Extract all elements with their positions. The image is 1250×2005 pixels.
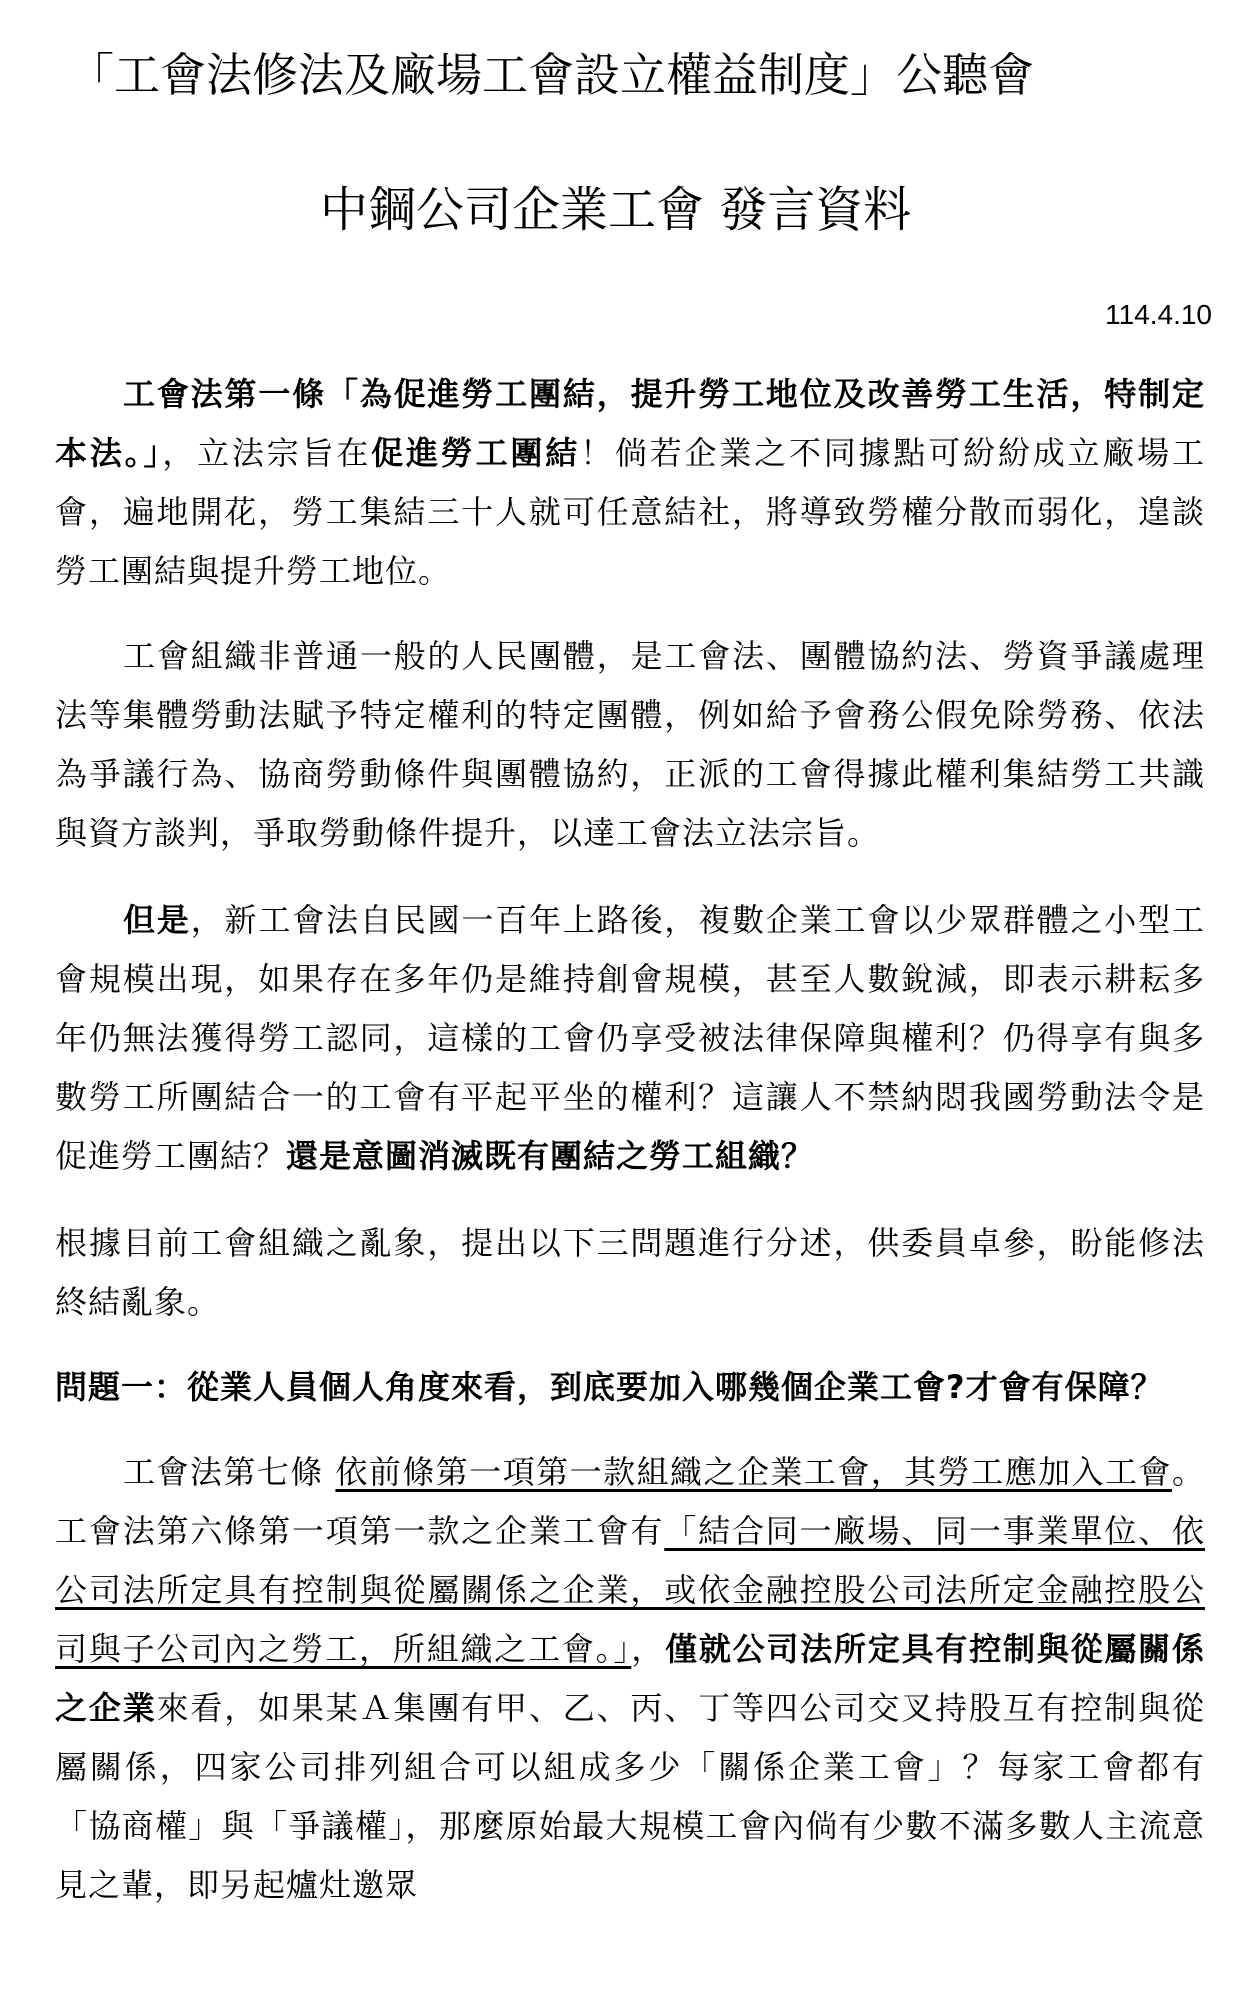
paragraph-intro-questions [55, 1214, 1205, 1332]
body-text: ， [631, 1630, 666, 1668]
paragraph-article-seven [55, 1443, 1205, 1915]
body-text: ！倘若企業之不同據點可紛紛成立廠場工會，遍地開花，勞工集結三十人就可任意結社，將導致勞權分散而弱化，遑談勞工團結與提升勞工地位。 [55, 434, 1205, 590]
paragraph-however [55, 891, 1205, 1186]
question-one-heading: 問題一：從業人員個人角度來看，到底要加入哪幾個企業工會?才會有保障？ [55, 1368, 1164, 1406]
body-text: ，立法宗旨在 [162, 434, 372, 472]
bold-text: 工會法第一條「為促進勞工團結，提升勞工地位及改善勞工生活，特制定本法。」 [55, 375, 1205, 472]
bold-text: 僅就公司法所定具有控制與從屬關係之企業 [55, 1630, 1205, 1727]
underlined-text: 依前條第一項第一款組織之企業工會，其勞工應加入工會 [335, 1453, 1172, 1491]
bold-text: 但是 [123, 901, 191, 939]
paragraph-union-rights [55, 627, 1205, 863]
document-date: 114.4.10 [1105, 299, 1212, 330]
body-text: 來看，如果某Ａ集團有甲、乙、丙、丁等四公司交叉持股互有控制與從屬關係，四家公司排列組合可以組成多少「關係企業工會」？每家工會都有「協商權」與「爭議權」，那麼原始最大規模工會內倘有少數不滿多數人主流意見之輩，即另起爐灶邀眾 [55, 1689, 1205, 1904]
body-text: ，新工會法自民國一百年上路後，複數企業工會以少眾群體之小型工會規模出現，如果存在多年仍是維持創會規模，甚至人數銳減，即表示耕耘多年仍無法獲得勞工認同，這樣的工會仍享受被法律保障與權利？仍得享有與多數勞工所團結合一的工會有平起平坐的權利？這讓人不禁納悶我國勞動法令是促進勞工團結？ [55, 901, 1205, 1175]
bold-text: 還是意圖消滅既有團結之勞工組織？ [286, 1137, 815, 1175]
document-subtitle: 中鋼公司企業工會 發言資料 [320, 182, 912, 238]
paragraph-purpose [55, 365, 1205, 601]
document-body [55, 365, 1205, 1915]
document-title: 「工會法修法及廠場工會設立權益制度」公聽會 [68, 48, 1034, 102]
bold-text: 促進勞工團結 [371, 434, 581, 472]
body-text: 工會法第七條 [123, 1453, 336, 1491]
body-text: 根據目前工會組織之亂象，提出以下三問題進行分述，供委員卓參，盼能修法終結亂象。 [55, 1224, 1205, 1321]
body-text: 工會組織非普通一般的人民團體，是工會法、團體協約法、勞資爭議處理法等集體勞動法賦予特定權利的特定團體，例如給予會務公假免除勞務、依法為爭議行為、協商勞動條件與團體協約，正派的工會得據此權利集結勞工共識與資方談判，爭取勞動條件提升，以達工會法立法宗旨。 [55, 637, 1205, 852]
body-text: 。工會法第六條第一項第一款之企業工會有 [55, 1453, 1205, 1550]
underlined-text: 「結合同一廠場、同一事業單位、依公司法所定具有控制與從屬關係之企業，或依金融控股公司法所定金融控股公司與子公司內之勞工，所組織之工會。」 [55, 1512, 1205, 1668]
